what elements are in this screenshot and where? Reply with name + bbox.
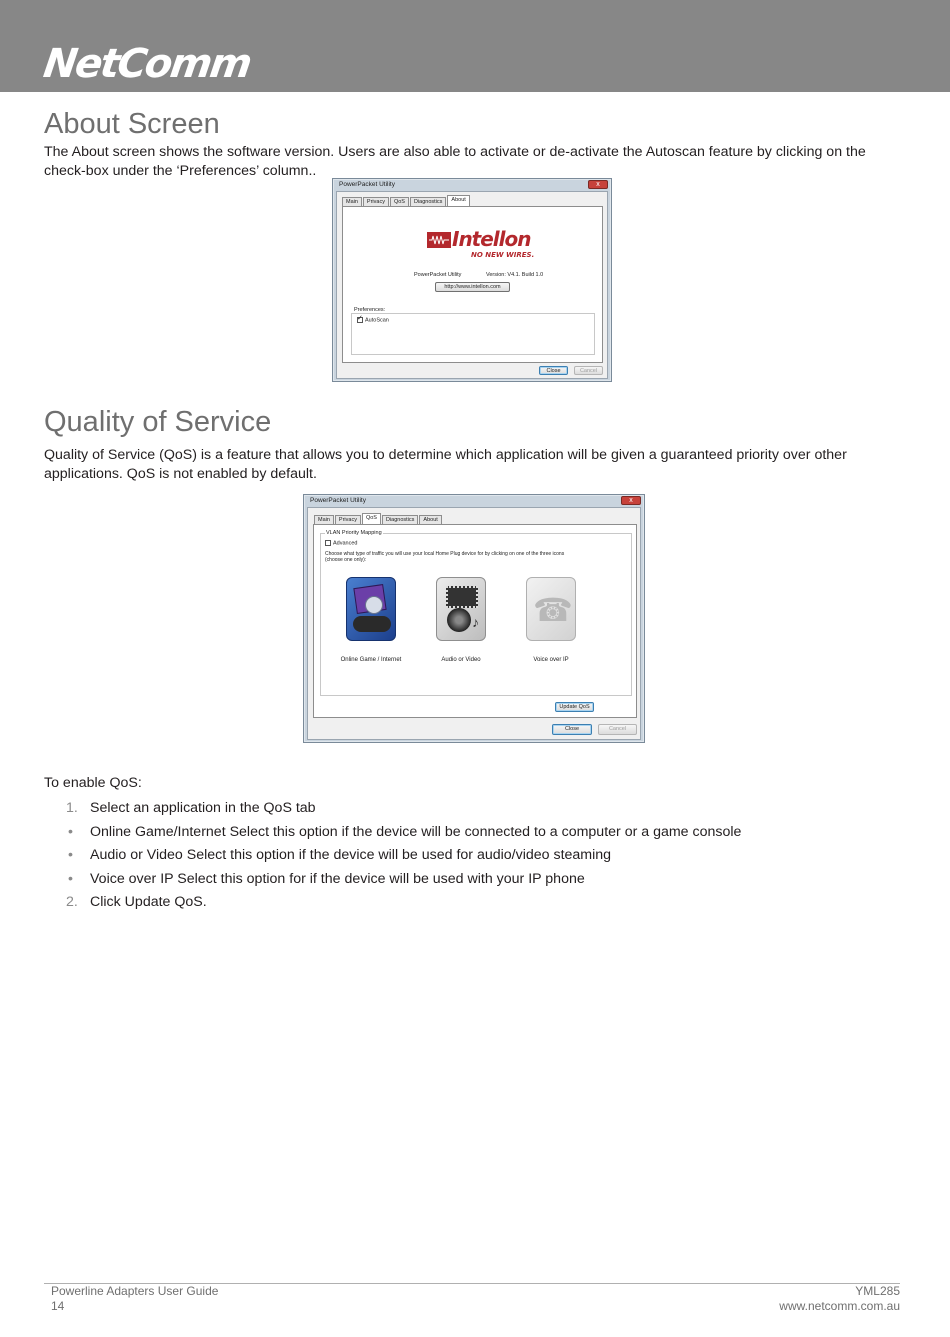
cancel-button[interactable]: Cancel [598, 724, 637, 735]
list-item-text: Voice over IP Select this option for if the device will be used with your IP phone [90, 871, 585, 887]
controller-shape [353, 616, 391, 632]
tab-main[interactable]: Main [342, 197, 362, 209]
disc-shape [365, 596, 383, 614]
header-band [0, 0, 950, 92]
list-marker: 1. [66, 800, 78, 816]
qos-instruction-line-1: Choose what type of traffic you will use your local Home Plug device for by clicking on one of the three icons [325, 551, 565, 557]
tab-about[interactable]: About [447, 195, 469, 207]
window-title: PowerPacket Utility [339, 181, 395, 188]
music-note-icon: ♪ [472, 614, 479, 630]
list-marker: • [68, 824, 73, 840]
tab-diagnostics[interactable]: Diagnostics [410, 197, 446, 209]
list-marker: • [68, 847, 73, 863]
tab-main[interactable]: Main [314, 515, 334, 527]
qos-window [303, 494, 645, 743]
advanced-checkbox[interactable] [325, 540, 331, 546]
preferences-group [351, 313, 595, 355]
tab-diagnostics[interactable]: Diagnostics [382, 515, 418, 527]
footer-website[interactable]: www.netcomm.com.au [779, 1299, 900, 1313]
window-title: PowerPacket Utility [310, 497, 366, 504]
about-window [332, 178, 612, 382]
version-text: Version: V4.1. Build 1.0 [486, 272, 544, 278]
window-close-button[interactable]: x [588, 180, 608, 189]
about-tab-panel [342, 206, 603, 363]
tab-qos[interactable]: QoS [390, 197, 409, 209]
steps-lead: To enable QoS: [44, 775, 142, 791]
tab-privacy[interactable]: Privacy [335, 515, 361, 527]
close-button[interactable]: Close [552, 724, 592, 735]
close-button[interactable]: Close [539, 366, 568, 375]
cancel-button[interactable]: Cancel [574, 366, 603, 375]
autoscan-checkbox[interactable] [357, 317, 363, 323]
speaker-shape [447, 608, 471, 632]
wave-glyph [429, 235, 449, 245]
tab-qos[interactable]: QoS [362, 513, 381, 525]
list-item-text: Select an application in the QoS tab [90, 800, 316, 816]
list-marker: 2. [66, 894, 78, 910]
qos-tab-panel [313, 524, 637, 718]
online-game-label: Online Game / Internet [340, 657, 402, 663]
intellon-logo-text: Intellon [452, 227, 531, 251]
voip-label: Voice over IP [533, 657, 569, 663]
intellon-url-button[interactable]: http://www.intellon.com [435, 282, 510, 292]
list-item-text: Online Game/Internet Select this option if the device will be connected to a computer or a game console [90, 824, 742, 840]
intellon-wave-icon [427, 232, 451, 248]
audio-video-label: Audio or Video [441, 657, 481, 663]
preferences-label: Preferences: [354, 307, 386, 313]
intellon-tagline: NO NEW WIRES. [471, 251, 535, 259]
film-strip-shape [446, 586, 478, 608]
window-body [307, 507, 641, 740]
autoscan-label: AutoScan [365, 317, 389, 324]
tab-about[interactable]: About [419, 515, 441, 527]
qos-instruction-line-2: (choose one only): [325, 557, 367, 563]
product-name: PowerPacket Utility [414, 272, 462, 278]
footer-model: YML285 [855, 1284, 900, 1298]
list-item-text: Audio or Video Select this option if the device will be used for audio/video steaming [90, 847, 612, 863]
window-close-button[interactable]: x [621, 496, 641, 505]
vlan-group-label: VLAN Priority Mapping [326, 530, 382, 536]
gamepad-icon[interactable] [346, 577, 396, 641]
update-qos-button[interactable]: Update QoS [555, 702, 594, 712]
tab-privacy[interactable]: Privacy [363, 197, 389, 209]
qos-heading: Quality of Service [44, 406, 272, 438]
advanced-option[interactable] [325, 540, 357, 546]
telephone-icon[interactable] [526, 577, 576, 641]
netcomm-logo: NetComm [40, 41, 254, 87]
about-heading: About Screen [44, 108, 220, 140]
film-speaker-icon[interactable] [436, 577, 486, 641]
qos-description: Quality of Service (QoS) is a feature that allows you to determine which application will be given a guaranteed priority over other applications. QoS is not enabled by default. [44, 447, 847, 482]
window-body [336, 191, 608, 379]
footer-guide-title: Powerline Adapters User Guide [51, 1284, 219, 1298]
advanced-label: Advanced [333, 540, 358, 547]
telephone-glyph: ☎ [533, 592, 573, 628]
list-item-text: Click Update QoS. [90, 894, 207, 910]
autoscan-option[interactable] [357, 317, 389, 323]
list-marker: • [68, 871, 73, 887]
footer-page-number: 14 [51, 1299, 65, 1313]
about-description: The About screen shows the software version. Users are also able to activate or de-activate the Autoscan feature by clicking on the check-box under the ‘Preferences’ column.. [44, 144, 866, 179]
